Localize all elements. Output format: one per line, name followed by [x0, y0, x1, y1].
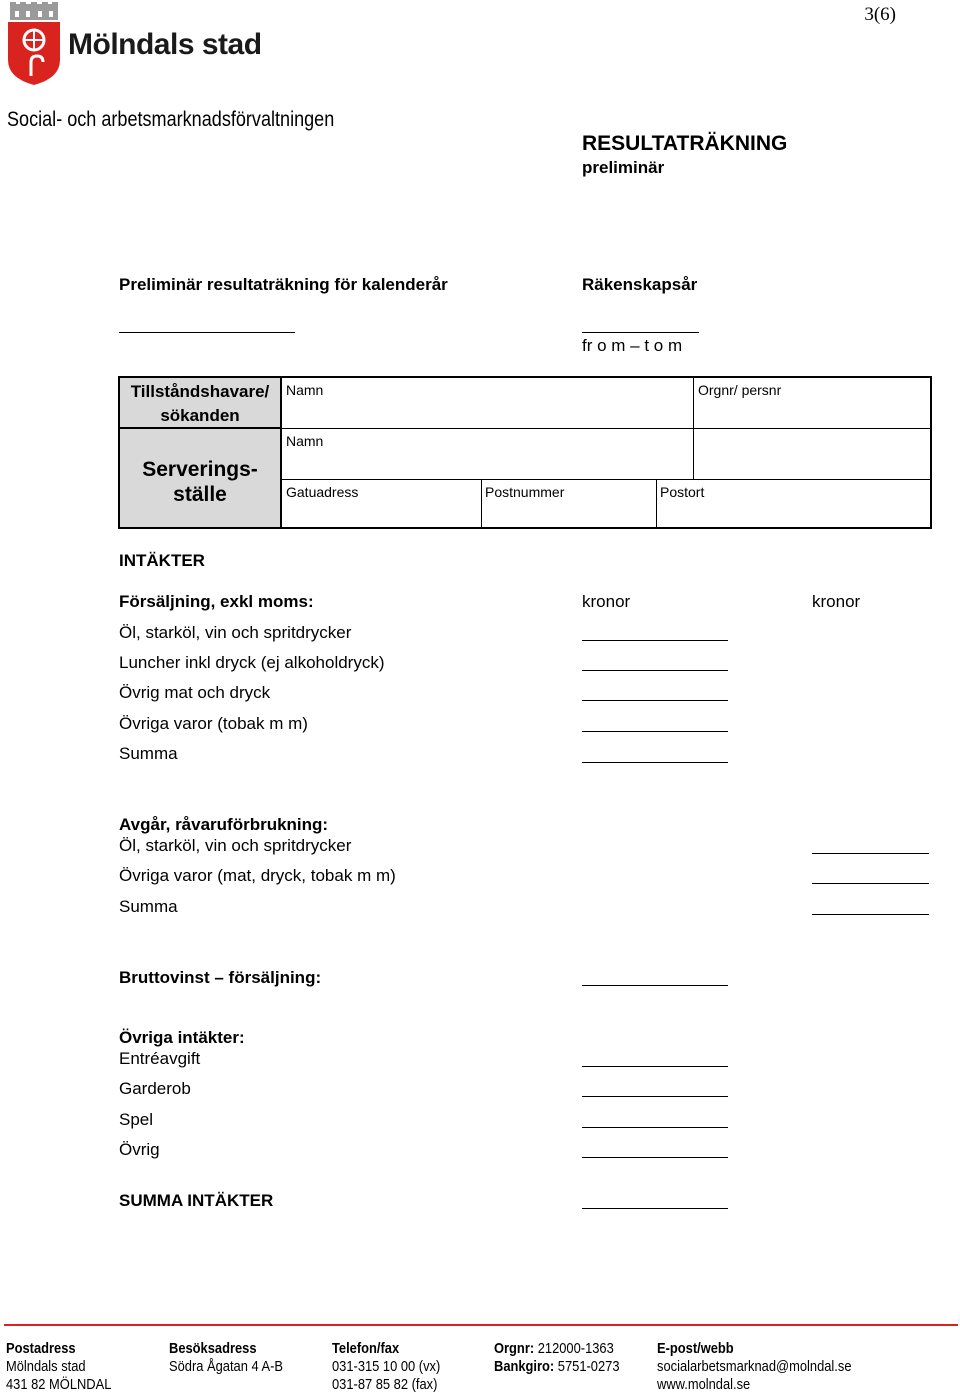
- footer-postal-address: [6, 1340, 111, 1394]
- deduction-item-label: Övriga varor (mat, dryck, tobak m m): [119, 866, 396, 885]
- venue-label-line2: ställe: [173, 483, 227, 506]
- other-income-item-label: Övrig: [119, 1140, 160, 1159]
- sales-item-input-line[interactable]: [582, 640, 728, 641]
- sales-sum-label: Summa: [119, 744, 178, 763]
- deductions-heading: Avgår, råvaruförbrukning:: [119, 815, 329, 834]
- footer-email-link[interactable]: socialarbetsmarknad@molndal.se: [657, 1358, 852, 1375]
- street-label: Gatuadress: [286, 484, 359, 500]
- venue-label-cell: [120, 429, 282, 527]
- footer-divider: [4, 1324, 958, 1326]
- footer-web-heading: E-post/webb: [657, 1340, 734, 1357]
- sales-item-label: Övrig mat och dryck: [119, 683, 271, 702]
- street-field[interactable]: [282, 480, 482, 527]
- sales-item-input-line[interactable]: [582, 670, 728, 671]
- footer-phone-heading: Telefon/fax: [332, 1340, 400, 1357]
- holder-label-cell: [120, 378, 282, 429]
- sales-item-label: Öl, starköl, vin och spritdrycker: [119, 623, 352, 642]
- page-number: 3(6): [864, 4, 896, 25]
- document-title: RESULTATRÄKNING: [582, 132, 788, 155]
- city-field[interactable]: [657, 480, 930, 527]
- total-income-input-line[interactable]: [582, 1208, 728, 1209]
- footer-phone-fax: [332, 1340, 440, 1394]
- calendar-year-input-line[interactable]: [119, 332, 295, 333]
- footer-postal-heading: Postadress: [6, 1340, 76, 1357]
- holder-label-line2: sökanden: [160, 406, 240, 425]
- footer-visit-address: [169, 1340, 283, 1376]
- other-income-heading: Övriga intäkter:: [119, 1028, 245, 1047]
- holder-label-line1: Tillståndshavare/: [130, 382, 270, 401]
- gross-profit-label: Bruttovinst – försäljning:: [119, 968, 322, 987]
- footer-visit-heading: Besöksadress: [169, 1340, 257, 1357]
- fiscal-year-hint: fr o m – t o m: [582, 336, 683, 355]
- footer-web: [657, 1340, 852, 1394]
- footer-bankgiro-value: 5751-0273: [557, 1358, 620, 1375]
- currency-label-col2: kronor: [812, 592, 861, 611]
- other-income-item-label: Spel: [119, 1110, 154, 1129]
- venue-extra-field[interactable]: [694, 429, 930, 480]
- other-income-input-line[interactable]: [582, 1066, 728, 1067]
- footer-postal-line2: 431 82 MÖLNDAL: [6, 1376, 112, 1393]
- sales-item-input-line[interactable]: [582, 731, 728, 732]
- postcode-label: Postnummer: [485, 484, 565, 500]
- deduction-sum-label: Summa: [119, 897, 178, 916]
- other-income-item-label: Entréavgift: [119, 1049, 201, 1068]
- other-income-input-line[interactable]: [582, 1157, 728, 1158]
- document-subtitle: preliminär: [582, 158, 665, 177]
- footer-phone-line1: 031-315 10 00 (vx): [332, 1358, 441, 1375]
- deduction-sum-input-line[interactable]: [812, 914, 929, 915]
- gross-profit-input-line[interactable]: [582, 985, 728, 986]
- other-income-input-line[interactable]: [582, 1096, 728, 1097]
- city-label: Postort: [660, 484, 705, 500]
- footer-phone-line2: 031-87 85 82 (fax): [332, 1376, 438, 1393]
- calendar-year-label: Preliminär resultaträkning för kalenderår: [119, 275, 448, 294]
- sales-heading: Försäljning, exkl moms:: [119, 592, 314, 611]
- deduction-item-input-line[interactable]: [812, 883, 929, 884]
- venue-name-field[interactable]: [282, 429, 694, 480]
- footer-bankgiro-label: Bankgiro:: [494, 1358, 555, 1375]
- footer-org-info: [494, 1340, 619, 1376]
- postcode-field[interactable]: [482, 480, 657, 527]
- holder-name-label: Namn: [286, 382, 324, 398]
- other-income-input-line[interactable]: [582, 1127, 728, 1128]
- orgnr-field[interactable]: [694, 378, 930, 429]
- deduction-item-label: Öl, starköl, vin och spritdrycker: [119, 836, 352, 855]
- income-heading: INTÄKTER: [119, 551, 205, 570]
- fiscal-year-label: Räkenskapsår: [582, 275, 698, 294]
- fiscal-year-input-line[interactable]: [582, 332, 699, 333]
- sales-item-label: Övriga varor (tobak m m): [119, 714, 308, 733]
- footer-visit-line1: Södra Ågatan 4 A-B: [169, 1358, 284, 1375]
- venue-name-label: Namn: [286, 433, 324, 449]
- other-income-item-label: Garderob: [119, 1079, 191, 1098]
- holder-name-field[interactable]: [282, 378, 694, 429]
- currency-label-col1: kronor: [582, 592, 631, 611]
- footer-orgnr-value: 212000-1363: [537, 1340, 614, 1357]
- sales-item-input-line[interactable]: [582, 700, 728, 701]
- department-name: Social- och arbetsmarknadsförvaltningen: [7, 108, 335, 131]
- orgnr-label: Orgnr/ persnr: [698, 382, 782, 398]
- sales-sum-input-line[interactable]: [582, 762, 728, 763]
- sales-item-label: Luncher inkl dryck (ej alkoholdryck): [119, 653, 385, 672]
- total-income-label: SUMMA INTÄKTER: [119, 1191, 274, 1210]
- applicant-info-table: [118, 376, 932, 529]
- logo-org-name: Mölndals stad: [68, 28, 262, 61]
- molndal-coat-of-arms-logo: [6, 2, 62, 91]
- footer-orgnr-label: Orgnr:: [494, 1340, 535, 1357]
- venue-label-line1: Serverings-: [142, 458, 258, 481]
- footer-postal-line1: Mölndals stad: [6, 1358, 86, 1375]
- footer-website-link[interactable]: www.molndal.se: [657, 1376, 751, 1393]
- deduction-item-input-line[interactable]: [812, 853, 929, 854]
